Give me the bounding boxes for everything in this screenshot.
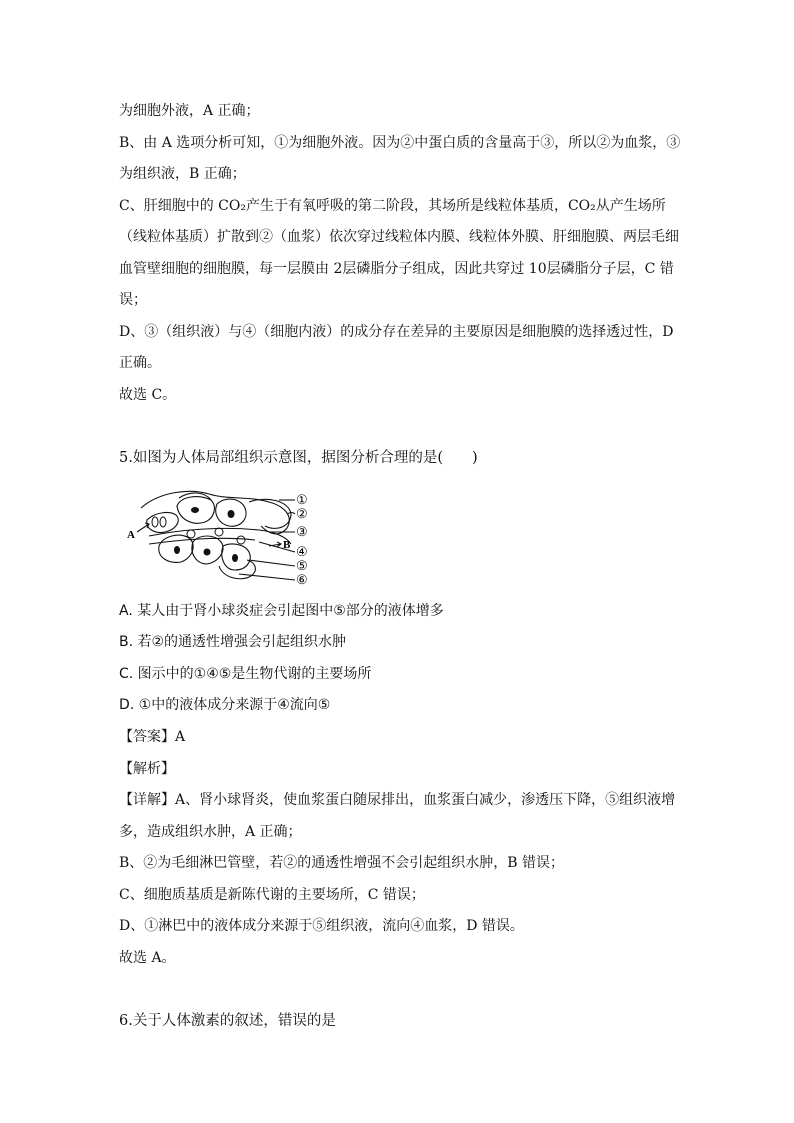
prev-explanation-line: 血管壁细胞的细胞膜，每一层膜由 2层磷脂分子组成，因此共穿过 10层磷脂分子层，C 错 — [119, 261, 674, 277]
question-5-title: 5.如图为人体局部组织示意图，据图分析合理的是( ) — [119, 450, 478, 466]
diagram-label-1: ① — [296, 492, 308, 507]
prev-explanation-line: 误； — [119, 292, 147, 308]
prev-explanation-line: 故选 C。 — [119, 387, 177, 403]
diagram-label-3: ③ — [296, 524, 308, 539]
cell-nuclei — [174, 507, 238, 562]
question-5-explanation-line: C、细胞质基质是新陈代谢的主要场所，C 错误； — [119, 887, 425, 903]
diagram-label-4: ④ — [296, 544, 308, 559]
question-5-option-b: B. 若②的通透性增强会引起组织水肿 — [119, 634, 347, 650]
question-5-option-d: D. ①中的液体成分来源于④流向⑤ — [119, 697, 331, 713]
prev-explanation-line: C、肝细胞中的 CO₂产生于有氧呼吸的第二阶段，其场所是线粒体基质，CO₂从产生场所 — [119, 198, 666, 214]
question-5-explanation-line: B、②为毛细淋巴管壁，若②的通透性增强不会引起组织水肿，B 错误； — [119, 855, 565, 871]
diagram-outlines — [137, 491, 295, 580]
prev-explanation-line: D、③（组织液）与④（细胞内液）的成分存在差异的主要原因是细胞膜的选择透过性，D — [119, 324, 674, 340]
prev-explanation-line: 正确。 — [119, 355, 161, 371]
tissue-diagram-figure — [119, 486, 319, 586]
question-5-analysis-heading: 【解析】 — [119, 761, 175, 777]
blood-cells — [152, 517, 245, 544]
diagram-label-5: ⑤ — [296, 558, 308, 573]
prev-explanation-line: （线粒体基质）扩散到②（血浆）依次穿过线粒体内膜、线粒体外膜、肝细胞膜、两层毛细 — [119, 229, 679, 245]
diagram-label-6: ⑥ — [296, 572, 308, 586]
question-5-explanation-line: D、①淋巴中的液体成分来源于⑤组织液，流向④血浆，D 错误。 — [119, 918, 524, 934]
question-5-explanation-line: 故选 A。 — [119, 950, 176, 966]
question-5-explanation-line: 【详解】A、肾小球肾炎，使血浆蛋白随尿排出，血浆蛋白减少，渗透压下降，⑤组织液增 — [119, 792, 676, 808]
diagram-label-B: B — [283, 539, 291, 551]
question-5-option-c: C. 图示中的①④⑤是生物代谢的主要场所 — [119, 666, 372, 682]
question-5-option-a: A. 某人由于肾小球炎症会引起图中⑤部分的液体增多 — [119, 603, 444, 619]
question-5-answer: 【答案】A — [119, 729, 186, 745]
question-6-title: 6.关于人体激素的叙述，错误的是 — [119, 1013, 336, 1029]
diagram-label-2: ② — [296, 506, 308, 521]
prev-explanation-line: 为细胞外液，A 正确； — [119, 103, 260, 119]
prev-explanation-line: 为组织液，B 正确； — [119, 166, 246, 182]
tissue-diagram — [119, 486, 319, 586]
diagram-label-A: A — [127, 529, 135, 541]
question-5-explanation-line: 多，造成组织水肿，A 正确； — [119, 824, 302, 840]
prev-explanation-line: B、由 A 选项分析可知，①为细胞外液。因为②中蛋白质的含量高于③，所以②为血浆，③ — [119, 135, 681, 151]
